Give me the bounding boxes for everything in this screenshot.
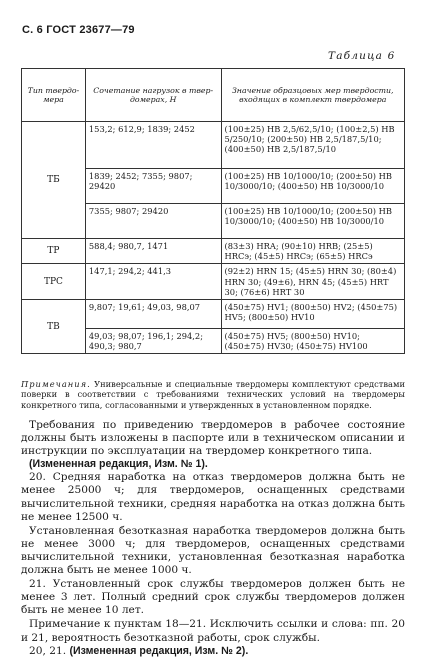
table-row [22, 239, 405, 264]
table-header-row [22, 69, 405, 122]
data-table [21, 68, 405, 354]
measures-cell: (100±25) HB 10/1000/10; (200±50) HB 10/3000/10; (400±50) HB 10/3000/10 [221, 169, 404, 204]
body-text [21, 419, 405, 658]
measures-cell: (83±3) HRA; (90±10) HRB; (25±5) HRCэ; (45±5) HRCэ; (65±5) HRCэ [221, 239, 404, 264]
loads-cell: 588,4; 980,7, 1471 [85, 239, 221, 264]
table-title: Таблица 6 [328, 50, 396, 62]
measures-cell: (100±25) HB 2,5/62,5/10; (100±2,5) HB 5/250/10; (200±50) HB 2,5/187,5/10; (400±50) HB 2,5/187,5/10 [221, 122, 404, 169]
loads-cell: 7355; 9807; 29420 [85, 204, 221, 239]
paragraph [21, 458, 405, 471]
table-row [22, 264, 405, 300]
edit-note: (Измененная редакция, Изм. № 1). [29, 458, 208, 471]
type-cell: ТР [22, 239, 86, 264]
table-row [22, 122, 405, 169]
note-lead: Примечания. [21, 379, 91, 389]
measures-cell: (450±75) HV5; (800±50) HV10; (450±75) HV30; (450±75) HV100 [221, 329, 404, 354]
column-header: Значение образцовых мер твердости, входящих в комплект твердомера [221, 69, 404, 122]
loads-cell: 49,03; 98,07; 196,1; 294,2; 490,3; 980,7 [85, 329, 221, 354]
column-header: Тип твердо-мера [22, 69, 86, 122]
column-header: Сочетание нагрузок в твер-домерах, Н [85, 69, 221, 122]
paragraph: Примечание к пунктам 18—21. Исключить ссылки и слова: пп. 20 и 21, вероятность безотказной работы, срок службы. [21, 618, 405, 644]
clause-number: 20, 21. [29, 644, 67, 657]
note-text: Универсальные и специальные твердомеры комплектуют средствами поверки в соответствии с требованиями технических условий на твердомеры конкретного типа, согласованными и утвержденных в установленном порядке. [21, 379, 405, 410]
measures-cell: (92±2) HRN 15; (45±5) HRN 30; (80±4) HRN 30; (49±6), HRN 45; (45±5) HRT 30; (76±6) HRT 30 [221, 264, 404, 300]
type-cell: ТВ [22, 300, 86, 354]
paragraph [21, 645, 405, 658]
table-row [22, 300, 405, 329]
paragraph: 20. Средняя наработка на отказ твердомеров должна быть не менее 25000 ч; для твердомеров, оснащенных средствами вычислительной техники, средняя наработка на отказ должна быть не менее 12500 ч. [21, 471, 405, 523]
loads-cell: 9,807; 19,61; 49,03, 98,07 [85, 300, 221, 329]
table-note [21, 379, 405, 410]
paragraph-text: Требования по приведению твердомеров в рабочее состояние должны быть изложены в паспорте или в техническом описании и инструкции по эксплуатации на твердомер конкретного типа. [21, 419, 405, 458]
page-header: С. 6 ГОСТ 23677—79 [22, 24, 135, 36]
loads-cell: 1839; 2452; 7355; 9807; 29420 [85, 169, 221, 204]
paragraph: 21. Установленный срок службы твердомеров должен быть не менее 3 лет. Полный средний срок службы твердомеров должен быть не менее 10 лет. [21, 578, 405, 617]
measures-cell: (450±75) HV1; (800±50) HV2; (450±75) HV5; (800±50) HV10 [221, 300, 404, 329]
paragraph: Установленная безотказная наработка твердомеров должна быть не менее 3000 ч; для твердомеров, оснащенных средствами вычислительной техники, установленная безотказная наработка должна быть не менее 1000 ч. [21, 524, 405, 577]
type-cell: ТРС [22, 264, 86, 300]
edit-note: (Измененная редакция, Изм. № 2). [69, 644, 249, 657]
measures-cell: (100±25) HB 10/1000/10; (200±50) HB 10/3000/10; (400±50) HB 10/3000/10 [221, 204, 404, 239]
loads-cell: 153,2; 612,9; 1839; 2452 [85, 122, 221, 169]
loads-cell: 147,1; 294,2; 441,3 [85, 264, 221, 300]
paragraph [21, 419, 405, 458]
type-cell: ТБ [22, 122, 86, 239]
